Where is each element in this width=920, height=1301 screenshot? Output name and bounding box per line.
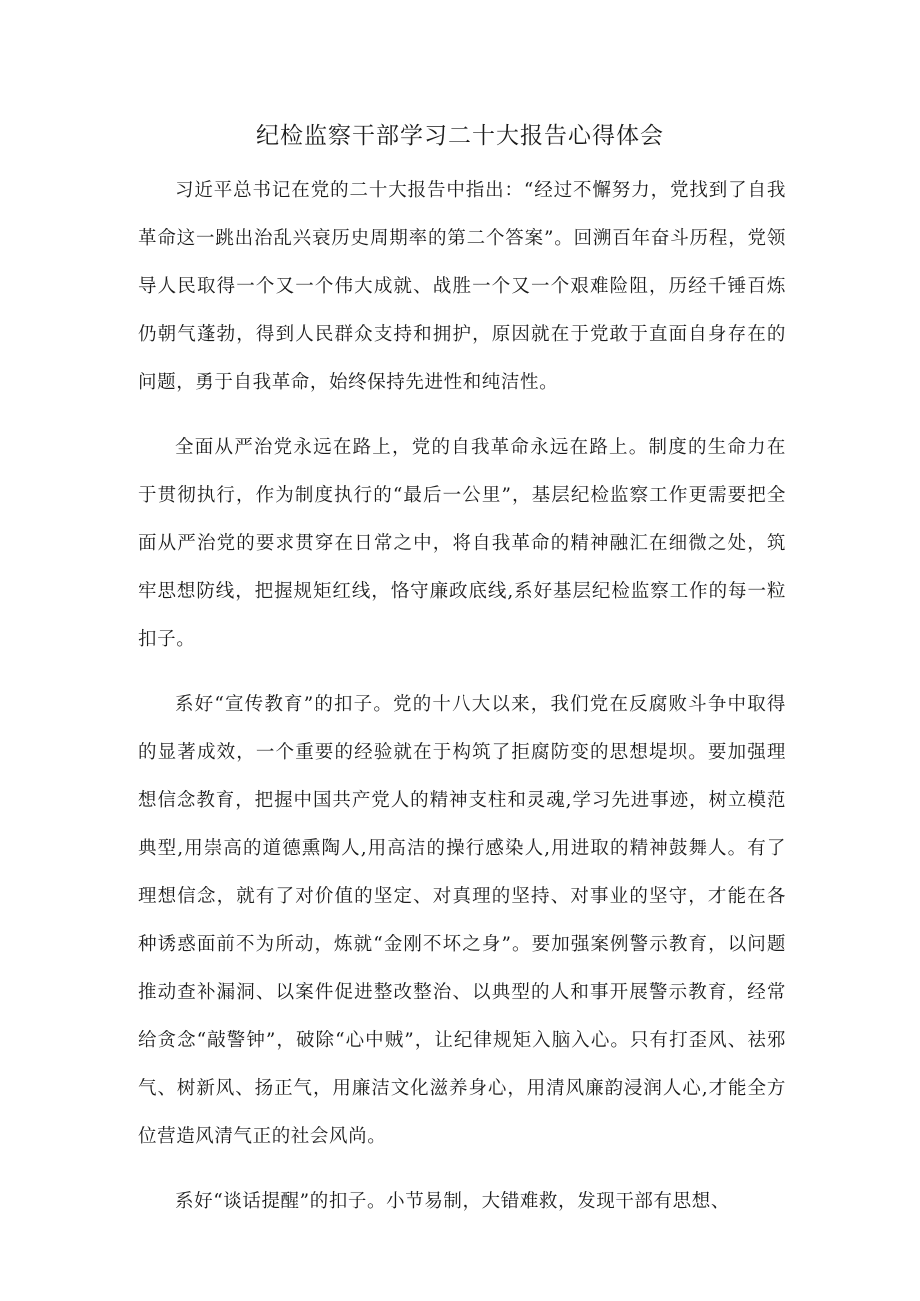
paragraph-2: 全面从严治党永远在路上，党的自我革命永远在路上。制度的生命力在于贯彻执行，作为制度执行的“最后一公里”，基层纪检监察工作更需要把全面从严治党的要求贯穿在日常之中，将自我革命的精神融汇在细微之处，筑牢思想防线，把握规矩红线，恪守廉政底线,系好基层纪检监察工作的每一粒扣子。 [138, 437, 786, 650]
document-title: 纪检监察干部学习二十大报告心得体会 [256, 123, 664, 149]
paragraph-4: 系好“谈话提醒”的扣子。小节易制，大错难救，发现干部有思想、 [175, 1191, 730, 1212]
paragraph-3: 系好“宣传教育”的扣子。党的十八大以来，我们党在反腐败斗争中取得的显著成效，一个重要的经验就在于构筑了拒腐防变的思想堤坝。要加强理想信念教育，把握中国共产党人的精神支柱和灵魂,学习先进事迹，树立模范典型,用崇高的道德熏陶人,用高洁的操行感染人,用进取的精神鼓舞人。有了理想信念，就有了对价值的坚定、对真理的坚持、对事业的坚守，才能在各种诱惑面前不为所动，炼就“金刚不坏之身”。要加强案例警示教育，以问题推动查补漏洞、以案件促进整改整治、以典型的人和事开展警示教育，经常给贪念“敲警钟”，破除“心中贼”，让纪律规矩入脑入心。只有打歪风、祛邪气、树新风、扬正气，用廉洁文化滋养身心，用清风廉韵浸润人心,才能全方位营造风清气正的社会风尚。 [138, 694, 786, 1147]
paragraph-1: 习近平总书记在党的二十大报告中指出：“经过不懈努力，党找到了自我革命这一跳出治乱兴衰历史周期率的第二个答案”。回溯百年奋斗历程，党领导人民取得一个又一个伟大成就、战胜一个又一个艰难险阻，历经千锤百炼仍朝气蓬勃，得到人民群众支持和拥护，原因就在于党敢于直面自身存在的问题，勇于自我革命，始终保持先进性和纯洁性。 [138, 180, 786, 393]
document-body [138, 167, 786, 1243]
